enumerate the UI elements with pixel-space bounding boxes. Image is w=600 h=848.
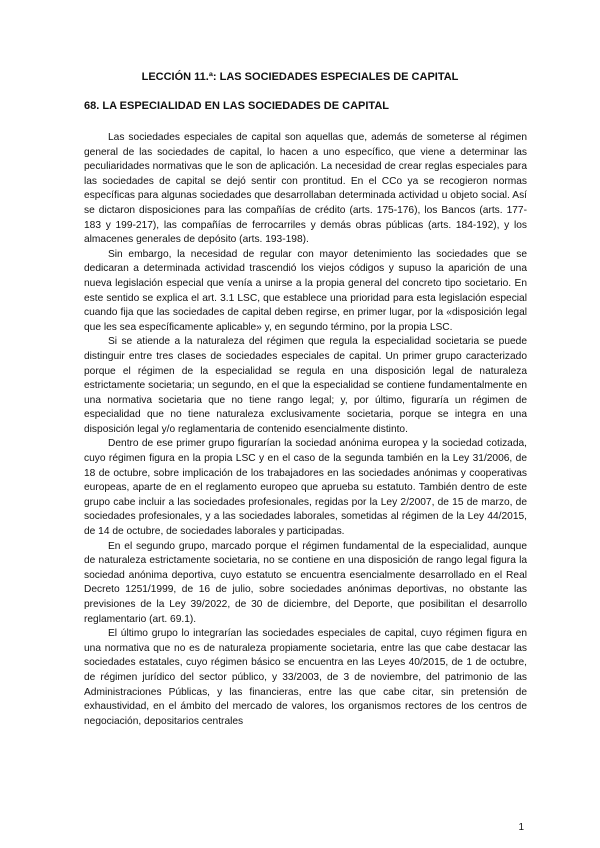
paragraph: Las sociedades especiales de capital son aquellas que, además de someterse al régimen general de las sociedades de capital, lo hacen a uno específico, que viene a determinar las peculiaridades normativas que le son de aplicación. La necesidad de crear reglas especiales para las sociedades de capital se dejó sentir con prontitud. En el CCo ya se recogieron normas específicas para algunas sociedades que desarrollaban determinada actividad u objeto social. Así se dictaron disposiciones para las compañías de crédito (arts. 175-176), los Bancos (arts. 177-183 y 199-217), las compañías de ferrocarriles y demás obras públicas (arts. 184-192), y los almacenes generales de depósito (arts. 193-198).	[84, 132, 527, 246]
paragraph: Dentro de ese primer grupo figurarían la sociedad anónima europea y la sociedad cotizada, cuyo régimen figura en la propia LSC y en el caso de la segunda también en la Ley 31/2006, de 18 de octubre, sobre implicación de los trabajadores en las sociedades anónimas y cooperativas europeas, aparte de en el reglamento europeo que aprueba su estatuto. También dentro de este grupo cabe incluir a las sociedades profesionales, regidas por la Ley 2/2007, de 15 de marzo, de sociedades profesionales, y a las sociedades laborales, sometidas al régimen de la Ley 44/2015, de 14 de octubre, de sociedades laborales y participadas.	[84, 438, 527, 538]
section-heading: 68. LA ESPECIALIDAD EN LAS SOCIEDADES DE CAPITAL	[84, 100, 389, 112]
page-title: LECCIÓN 11.ª: LAS SOCIEDADES ESPECIALES DE CAPITAL	[141, 71, 459, 83]
paragraph: Si se atiende a la naturaleza del régimen que regula la especialidad societaria se puede distinguir entre tres clases de sociedades especiales de capital. Un primer grupo caracterizado porque el régimen de la especialidad se regula en una disposición legal de naturaleza estrictamente societaria; un segundo, en el que la especialidad se contiene fundamentalmente en una normativa societaria que no tiene rango legal; y, por último, figuraría un régimen de especialidad que no tiene naturaleza exclusivamente societaria, porque se integra en una disposición legal y/o reglamentaria de contenido esencialmente distinto.	[84, 336, 527, 435]
paragraph: Sin embargo, la necesidad de regular con mayor detenimiento las sociedades que se dedicaran a determinada actividad trascendió los viejos códigos y supuso la aparición de una nueva legislación especial que venía a unirse a la propia general del concreto tipo societario. En este sentido se explica el art. 3.1 LSC, que establece una prioridad para esta legislación especial cuando fija que las sociedades de capital deben regirse, en primer lugar, por la «disposición legal que les sea específicamente aplicable» y, en segundo término, por la propia LSC.	[84, 248, 527, 333]
page-number: 1	[518, 822, 524, 833]
document-body	[84, 131, 527, 729]
paragraph: En el segundo grupo, marcado porque el régimen fundamental de la especialidad, aunque de naturaleza estrictamente societaria, no se contiene en una disposición de rango legal figura la sociedad anónima deportiva, cuyo estatuto se encuentra esencialmente desarrollado en el Real Decreto 1251/1999, de 16 de julio, sobre sociedades anónimas deportivas, no obstante las previsiones de la Ley 39/2022, de 30 de diciembre, del Deporte, que posibilitan el desarrollo reglamentario (art. 69.1).	[84, 540, 527, 625]
paragraph: El último grupo lo integrarían las sociedades especiales de capital, cuyo régimen figura en una normativa que no es de naturaleza propiamente societaria, entre las que cabe destacar las sociedades estatales, cuyo régimen básico se encuentra en las Leyes 40/2015, de 1 de octubre, de régimen jurídico del sector público, y 33/2003, de 3 de noviembre, del patrimonio de las Administraciones Públicas, y las financieras, entre las que cabe citar, sin pretensión de exhaustividad, en el ámbito del mercado de valores, los organismos rectores de los centros de negociación, depositarios centrales	[84, 628, 527, 727]
